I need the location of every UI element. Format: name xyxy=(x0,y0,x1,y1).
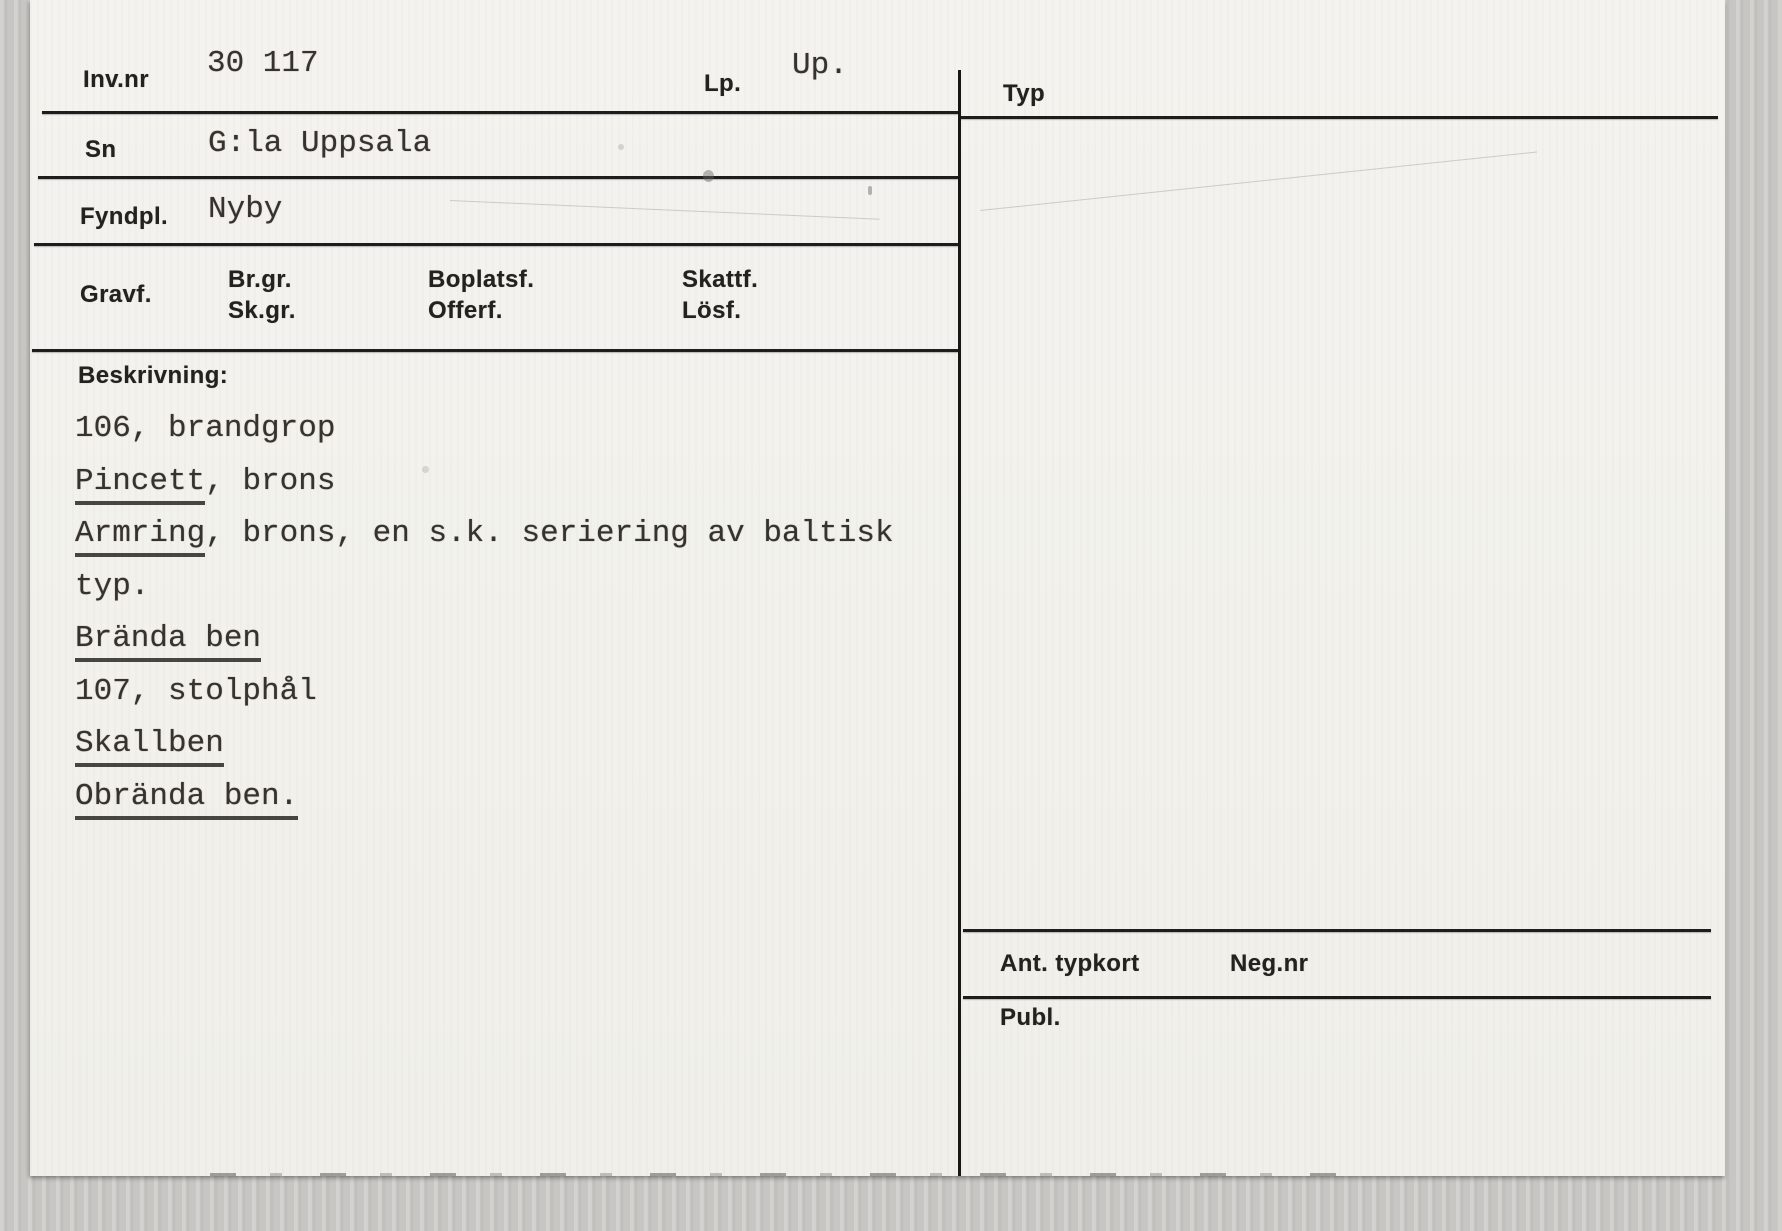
rule-under-typ xyxy=(961,116,1718,119)
neg-nr-label: Neg.nr xyxy=(1230,950,1309,977)
rule-under-sn xyxy=(38,176,958,179)
fyndpl-label: Fyndpl. xyxy=(80,203,169,230)
ant-typkort-label: Ant. typkort xyxy=(1000,950,1140,977)
description-text xyxy=(75,403,894,823)
description-underlined: Armring xyxy=(75,516,205,557)
rule-under-ant-typkort xyxy=(963,996,1711,999)
inv-nr-value: 30 117 xyxy=(207,46,319,81)
typ-label: Typ xyxy=(1003,80,1046,107)
inv-nr-label: Inv.nr xyxy=(83,66,149,93)
rule-under-gravf xyxy=(32,349,958,352)
rule-under-inv-nr xyxy=(42,111,958,114)
description-line: Pincett, brons xyxy=(75,456,894,509)
gravf-label: Gravf. xyxy=(80,281,152,308)
lp-label: Lp. xyxy=(704,70,742,97)
lp-value: Up. xyxy=(792,48,848,83)
description-line xyxy=(75,718,894,771)
rule-under-fyndpl xyxy=(34,243,958,246)
beskrivning-label: Beskrivning: xyxy=(78,362,229,389)
column-divider-line xyxy=(958,70,961,1176)
grav-option-losf: Lösf. xyxy=(682,297,742,324)
rule-above-ant-typkort xyxy=(963,929,1711,932)
fyndpl-value: Nyby xyxy=(208,192,283,227)
grav-option-skattf: Skattf. xyxy=(682,266,759,293)
description-line xyxy=(75,771,894,824)
description-underlined: Pincett xyxy=(75,464,205,505)
scan-scratch xyxy=(980,151,1537,211)
description-underlined: Skallben xyxy=(75,726,224,767)
card-bottom-edge xyxy=(210,1173,1370,1176)
scan-speck xyxy=(868,186,872,195)
grav-option-boplatsf: Boplatsf. xyxy=(428,266,535,293)
description-line: 107, stolphål xyxy=(75,673,317,709)
inventory-card xyxy=(30,0,1725,1176)
grav-option-br-gr: Br.gr. xyxy=(228,266,292,293)
description-underlined: Obrända ben. xyxy=(75,779,298,820)
scan-scratch xyxy=(450,200,880,220)
description-line: 106, brandgrop xyxy=(75,411,336,446)
description-line: typ. xyxy=(75,568,150,604)
publ-label: Publ. xyxy=(1000,1004,1061,1031)
scan-speck xyxy=(703,170,714,182)
description-line: Armring, brons, en s.k. seriering av baltisk xyxy=(75,508,894,561)
description-line xyxy=(75,613,894,666)
description-underlined: Brända ben xyxy=(75,621,261,662)
grav-option-offerf: Offerf. xyxy=(428,297,503,324)
grav-option-sk-gr: Sk.gr. xyxy=(228,297,296,324)
sn-label: Sn xyxy=(85,136,117,163)
scan-speck xyxy=(422,466,429,473)
scan-speck xyxy=(618,144,624,150)
sn-value: G:la Uppsala xyxy=(208,126,432,161)
